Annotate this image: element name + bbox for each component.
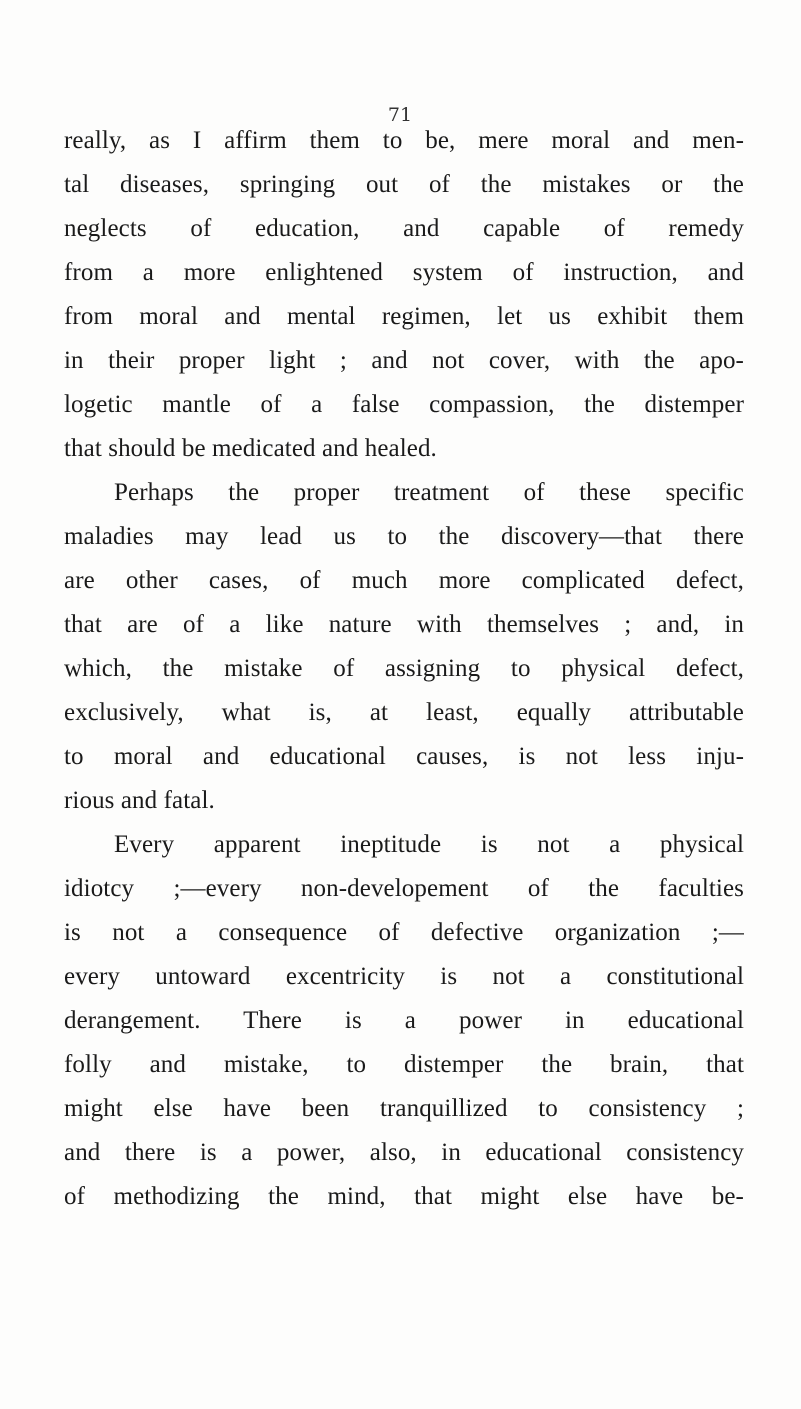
text-line: every untoward excentricity is not a constitutional bbox=[64, 963, 744, 990]
text-line: neglects of education, and capable of remedy bbox=[64, 215, 744, 242]
text-line: really, as I affirm them to be, mere moral and men- bbox=[64, 127, 744, 154]
text-line: and there is a power, also, in educational consistency bbox=[64, 1139, 744, 1166]
page-number: 71 bbox=[387, 104, 413, 126]
paragraph-first-line: Perhaps the proper treatment of these specific bbox=[114, 479, 744, 506]
text-line: maladies may lead us to the discovery—that there bbox=[64, 523, 744, 550]
text-line: might else have been tranquillized to consistency ; bbox=[64, 1095, 744, 1122]
text-line: from a more enlightened system of instruction, and bbox=[64, 259, 744, 286]
text-line: exclusively, what is, at least, equally attributable bbox=[64, 699, 744, 726]
text-line: from moral and mental regimen, let us exhibit them bbox=[64, 303, 744, 330]
text-line: in their proper light ; and not cover, with the apo- bbox=[64, 347, 744, 374]
text-line: logetic mantle of a false compassion, the distemper bbox=[64, 391, 744, 418]
text-line: is not a consequence of defective organization ;— bbox=[64, 919, 744, 946]
text-line: tal diseases, springing out of the mistakes or the bbox=[64, 171, 744, 198]
text-line: folly and mistake, to distemper the brain, that bbox=[64, 1051, 744, 1078]
text-line: are other cases, of much more complicated defect, bbox=[64, 567, 744, 594]
text-line: which, the mistake of assigning to physical defect, bbox=[64, 655, 744, 682]
text-line: that should be medicated and healed. bbox=[64, 435, 437, 462]
text-line: of methodizing the mind, that might else have be- bbox=[64, 1183, 744, 1210]
text-line: that are of a like nature with themselves ; and, in bbox=[64, 611, 744, 638]
text-line: rious and fatal. bbox=[64, 787, 215, 814]
text-line: derangement. There is a power in educational bbox=[64, 1007, 744, 1034]
paragraph-first-line: Every apparent ineptitude is not a physical bbox=[114, 831, 744, 858]
text-line: to moral and educational causes, is not less inju- bbox=[64, 743, 744, 770]
text-line: idiotcy ;—every non-developement of the faculties bbox=[64, 875, 744, 902]
